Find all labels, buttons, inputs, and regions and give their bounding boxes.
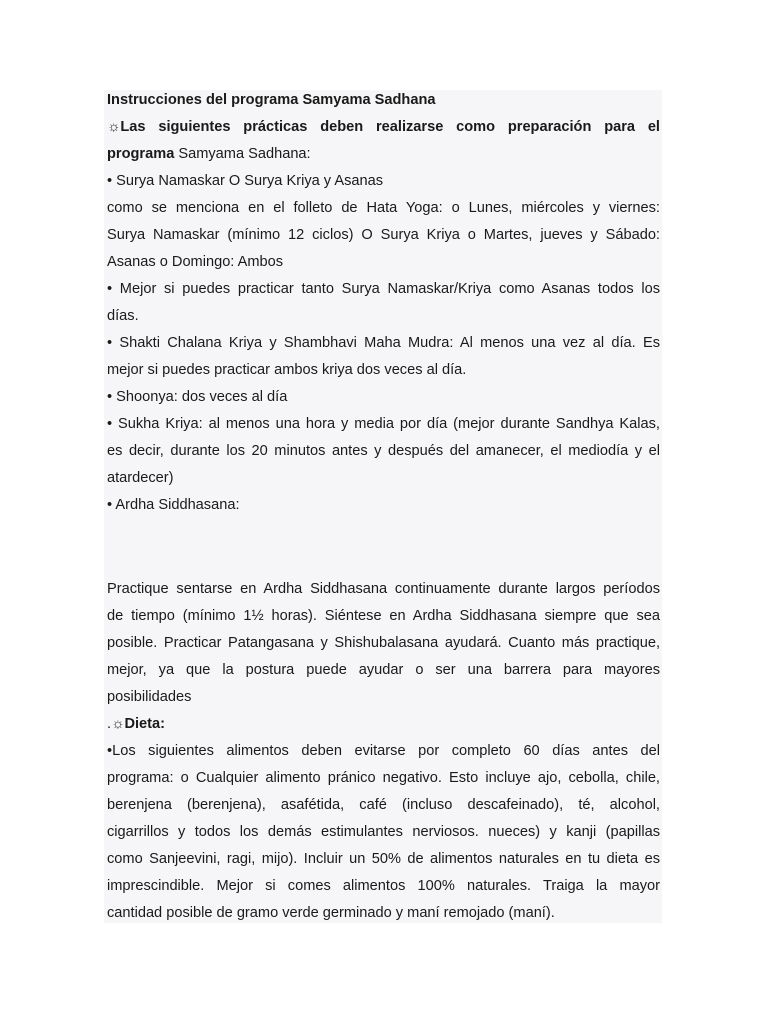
list-item-shakti-chalana: • Shakti Chalana Kriya y Shambhavi Maha Mudra: Al menos una vez al día. Es [107,335,660,351]
list-item-detail-line: como se menciona en el folleto de Hata Yoga: o Lunes, miércoles y viernes: [107,200,660,216]
practice-paragraph-line: mejor, ya que la postura puede ayudar o ser una barrera para mayores [107,662,660,678]
diet-paragraph-line: berenjena (berenjena), asafétida, café (incluso descafeinado), té, alcohol, [107,797,660,813]
diet-paragraph-line: programa: o Cualquier alimento pránico negativo. Esto incluye ajo, cebolla, chile, [107,770,660,786]
list-item-sukha-kriya-cont: es decir, durante los 20 minutos antes y después del amanecer, el mediodía y el [107,443,660,459]
prep-heading-bold-2: programa [107,146,175,162]
diet-heading-text: ☼Dieta: [111,716,165,732]
list-item-ardha-siddhasana: • Ardha Siddhasana: [107,497,240,513]
list-item-detail-line: Surya Namaskar (mínimo 12 ciclos) O Surya Kriya o Martes, jueves y Sábado: [107,227,660,243]
list-item-both-practices-cont: días. [107,308,139,324]
practice-paragraph-line: posible. Practicar Patangasana y Shishubalasana ayudará. Cuanto más practique, [107,635,660,651]
diet-paragraph-line: •Los siguientes alimentos deben evitarse por completo 60 días antes del [107,743,660,759]
list-item-sukha-kriya-cont: atardecer) [107,470,174,486]
list-item-surya-namaskar: • Surya Namaskar O Surya Kriya y Asanas [107,173,384,189]
practice-paragraph-line: de tiempo (mínimo 1½ horas). Siéntese en Ardha Siddhasana siempre que sea [107,608,660,624]
diet-paragraph-line: cigarrillos y todos los demás estimulantes nerviosos. nueces) y kanji (papillas [107,824,660,840]
list-item-shakti-chalana-cont: mejor si puedes practicar ambos kriya dos veces al día. [107,362,467,378]
practice-paragraph-line: posibilidades [107,689,192,705]
prep-heading-line-1 [107,114,660,141]
title-text: Instrucciones del programa Samyama Sadhana [107,92,436,108]
practice-paragraph-line: Practique sentarse en Ardha Siddhasana continuamente durante largos períodos [107,581,660,597]
prep-heading-line-2 [107,141,660,168]
diet-heading [107,711,660,738]
list-item-sukha-kriya: • Sukha Kriya: al menos una hora y media por día (mejor durante Sandhya Kalas, [107,416,660,432]
diet-heading-prefix: . [107,716,112,732]
list-item-both-practices: • Mejor si puedes practicar tanto Surya Namaskar/Kriya como Asanas todos los [107,281,660,297]
list-item-shoonya: • Shoonya: dos veces al día [107,389,288,405]
diet-paragraph-line: cantidad posible de gramo verde germinado y maní remojado (maní). [107,905,555,921]
prep-heading-bold: ☼Las siguientes prácticas deben realizarse como preparación para el [107,119,660,135]
list-item-detail-line: Asanas o Domingo: Ambos [107,254,284,270]
document-title [107,87,660,114]
prep-heading-program-name: Samyama Sadhana: [174,146,311,162]
diet-paragraph-line: imprescindible. Mejor si comes alimentos 100% naturales. Traiga la mayor [107,878,660,894]
diet-paragraph-line: como Sanjeevini, ragi, mijo). Incluir un 50% de alimentos naturales en tu dieta es [107,851,660,867]
